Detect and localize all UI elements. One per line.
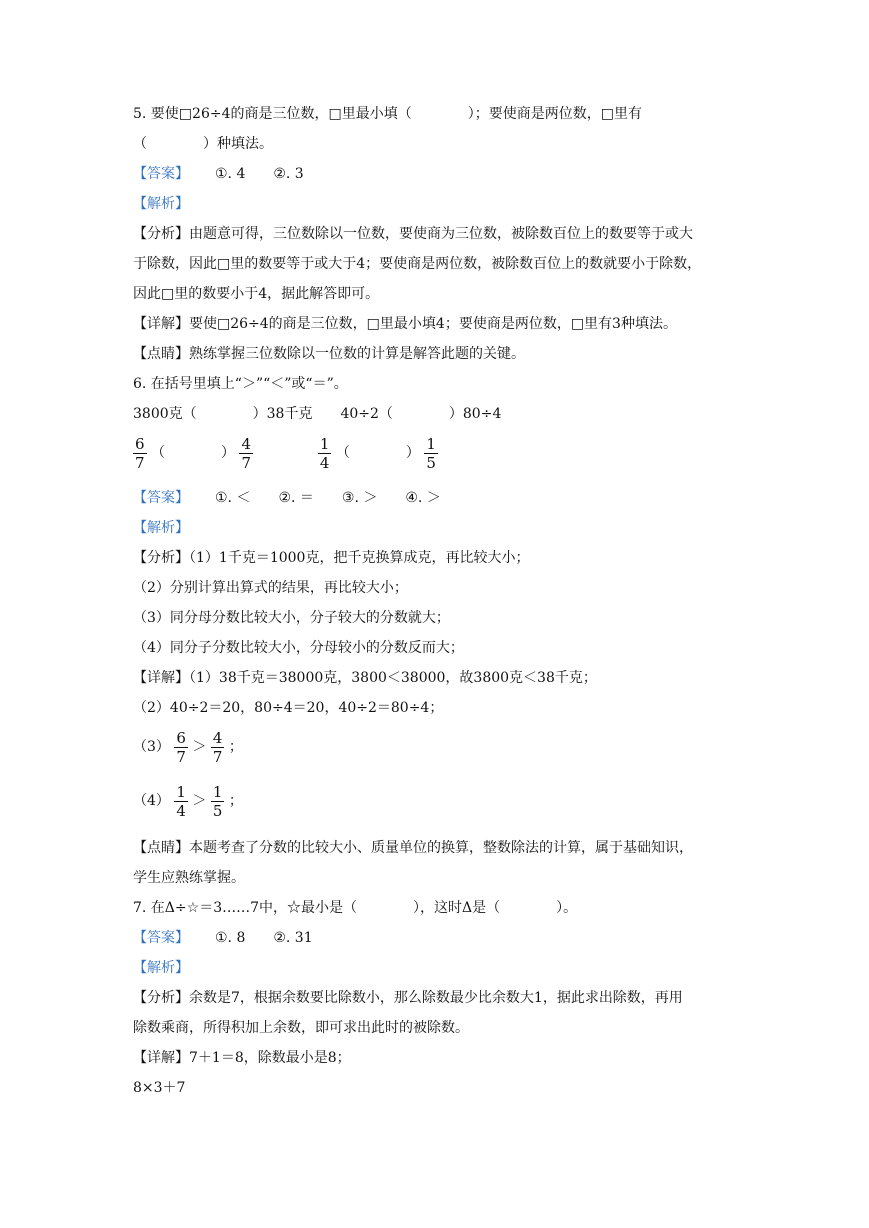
q6-xiangjie-2: （2）40÷2＝20，80÷4＝20，40÷2＝80÷4；: [133, 700, 444, 716]
answer-tag: 【答案】: [133, 490, 189, 506]
paren-blank: （ ）: [151, 445, 235, 461]
q6-fraction-row: [133, 434, 438, 472]
fraction-6-7: $\frac{6}{7}$: [135, 434, 145, 472]
q7-answer: [133, 928, 313, 948]
q6-fenxi-4: （4）同分子分数比较大小，分母较小的分数反而大；: [133, 640, 464, 656]
q6-analysis-tag: 【解析】: [133, 520, 189, 536]
fraction-6-7: $\frac{6}{7}$: [176, 728, 186, 766]
q7-xiangjie: 【详解】7＋1＝8，除数最小是8；: [133, 1050, 351, 1066]
q5-fenxi-3: 因此□里的数要小于4，据此解答即可。: [133, 286, 380, 302]
answer-tag: 【答案】: [133, 166, 189, 182]
q6-step-3: [133, 728, 243, 766]
q5-answer-values: ①. 4 ②. 3: [215, 166, 304, 182]
q7-analysis-tag: 【解析】: [133, 960, 189, 976]
q6-fenxi-2: （2）分别计算出算式的结果，再比较大小；: [133, 580, 408, 596]
q5-fenxi-2: 于除数，因此□里的数要等于或大于4；要使商是两位数，被除数百位上的数就要小于除数，: [133, 256, 702, 272]
q6-answer-values: ①. ＜ ②. ＝ ③. ＞ ④. ＞: [215, 490, 441, 506]
q6-row-1: 3800克（ ）38千克 40÷2（ ）80÷4: [133, 406, 502, 422]
step-label: （4）: [133, 793, 170, 809]
q7-answer-values: ①. 8 ②. 31: [215, 930, 313, 946]
q5-dianjing: 【点睛】熟练掌握三位数除以一位数的计算是解答此题的关键。: [133, 346, 525, 362]
q6-fenxi-1: 【分析】（1）1千克＝1000克，把千克换算成克，再比较大小；: [133, 550, 530, 566]
q7-calc: 8×3＋7: [133, 1080, 186, 1096]
q6-xiangjie-1: 【详解】（1）38千克＝38000克，3800＜38000，故3800克＜38千克；: [133, 670, 597, 686]
q7-text-line-1: 7. 在Δ÷☆＝3……7中，☆最小是（ ），这时Δ是（ ）。: [133, 900, 578, 916]
q6-fenxi-3: （3）同分母分数比较大小，分子较大的分数就大；: [133, 610, 450, 626]
q6-dianjing-2: 学生应熟练掌握。: [133, 870, 245, 886]
fraction-1-5: $\frac{1}{5}$: [212, 782, 223, 820]
fraction-4-7: $\frac{4}{7}$: [241, 434, 251, 472]
greater-than-sign: ＞: [192, 793, 207, 809]
fraction-1-4: $\frac{1}{4}$: [319, 434, 330, 472]
semicolon: ；: [228, 739, 243, 755]
fraction-4-7: $\frac{4}{7}$: [212, 728, 223, 766]
q5-text-line-2: （ ）种填法。: [133, 136, 273, 152]
q5-answer: [133, 164, 304, 184]
fraction-1-5: $\frac{1}{5}$: [426, 434, 436, 472]
q6-step-4: [133, 782, 243, 820]
q5-xiangjie: 【详解】要使□26÷4的商是三位数，□里最小填4；要使商是两位数，□里有3种填法。: [133, 316, 677, 332]
q6-title: 6. 在括号里填上“＞”“＜”或“＝”。: [133, 376, 348, 392]
q5-fenxi-1: 【分析】由题意可得，三位数除以一位数，要使商为三位数，被除数百位上的数要等于或大: [133, 226, 693, 242]
q5-text-line-1: 5. 要使□26÷4的商是三位数，□里最小填（ ）；要使商是两位数，□里有: [133, 106, 642, 122]
q6-dianjing-1: 【点睛】本题考查了分数的比较大小、质量单位的换算，整数除法的计算，属于基础知识，: [133, 840, 693, 856]
paren-blank: （ ）: [335, 445, 420, 461]
semicolon: ；: [228, 793, 243, 809]
q7-fenxi-2: 除数乘商，所得积加上余数，即可求出此时的被除数。: [133, 1020, 469, 1036]
q5-analysis-tag: 【解析】: [133, 196, 189, 212]
fraction-1-4: $\frac{1}{4}$: [176, 782, 186, 820]
step-label: （3）: [133, 739, 170, 755]
answer-tag: 【答案】: [133, 930, 189, 946]
q6-answer: [133, 488, 441, 508]
q7-fenxi-1: 【分析】余数是7，根据余数要比除数小，那么除数最少比余数大1，据此求出除数，再用: [133, 990, 683, 1006]
greater-than-sign: ＞: [192, 739, 207, 755]
